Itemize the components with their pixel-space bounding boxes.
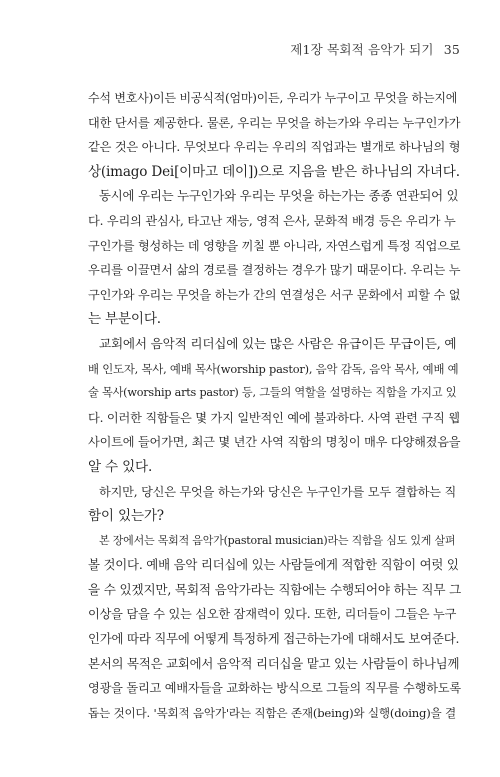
text-line: 구인가를 형성하는 데 영향을 끼칠 뿐 아니라, 자연스럽게 특정 직업으로 [88,238,461,253]
text-line: 사이트에 들어가면, 최근 몇 년간 사역 직함의 명칭이 매우 다양해졌음을 [88,435,461,450]
text-line: 영광을 돌리고 예배자들을 교화하는 방식으로 그들의 직무를 수행하도록 [88,681,461,696]
text-line: 수석 변호사)이든 비공식적(엄마)이든, 우리가 누구이고 무엇을 하는지에 [88,91,458,105]
text-line: 다. 이러한 직함들은 몇 가지 일반적인 예에 불과하다. 사역 관련 구직 웹 [88,410,460,425]
body-text [88,86,460,725]
text-line: 알 수 있다. [88,458,153,475]
text-line: 구인가와 우리는 무엇을 하는가 간의 연결성은 서구 문화에서 피할 수 없 [88,287,461,302]
text-line: 우리를 이끌면서 삶의 경로를 결정하는 경우가 많기 때문이다. 우리는 누 [88,263,461,278]
text-line: 함이 있는가? [88,508,164,525]
text-line: 교회에서 음악적 리더십에 있는 많은 사람은 유급이든 무급이든, 예 [99,335,457,351]
text-line: 을 수 있겠지만, 목회적 음악가라는 직함에는 수행되어야 하는 직무 그 [88,581,462,597]
text-line: 다. 우리의 관심사, 타고난 재능, 영적 은사, 문화적 배경 등은 우리가 누 [88,213,456,228]
text-line: 본서의 목적은 교회에서 음악적 리더십을 맡고 있는 사람들이 하나님께 [88,655,460,671]
text-line: 배 인도자, 목사, 예배 목사(worship pastor), 음악 감독, 음악 목사, 예배 예 [88,361,459,376]
text-line: 대한 단서를 제공한다. 물론, 우리는 무엇을 하는가와 우리는 누구인가가 [88,115,461,130]
text-line: 술 목사(worship arts pastor) 등, 그들의 역할을 설명하는 직함을 가지고 있 [88,386,457,400]
text-line: 동시에 우리는 누구인가와 우리는 무엇을 하는가는 종종 연관되어 있 [99,188,459,204]
text-line: 같은 것은 아니다. 무엇보다 우리는 우리의 직업과는 별개로 하나님의 형 [88,140,461,155]
text-line: 는 부분이다. [88,311,161,328]
text-line: 본 장에서는 목회적 음악가(pastoral musician)라는 직함을 심도 있게 살펴 [99,533,456,547]
text-line: 하지만, 당신은 무엇을 하는가와 당신은 누구인가를 모두 결합하는 직 [99,484,457,499]
text-line: 볼 것이다. 예배 음악 리더십에 있는 사람들에게 적합한 직함이 여럿 있 [88,557,459,573]
page-number: 35 [443,42,460,57]
text-line: 돕는 것이다. '목회적 음악가'라는 직함은 존재(being)와 실행(doing)을 결 [88,705,457,720]
running-header [290,40,460,58]
text-line: 이상을 담을 수 있는 심오한 잠재력이 있다. 또한, 리더들이 그들은 누구 [88,607,457,622]
text-line: 상(imago Dei[이마고 데이])으로 지음을 받은 하나님의 자녀다. [88,163,460,180]
text-line: 인가에 따라 직무에 어떻게 특정하게 접근하는가에 대해서도 보여준다. [88,631,460,647]
chapter-title: 제1장 목회적 음악가 되기 [290,42,434,57]
